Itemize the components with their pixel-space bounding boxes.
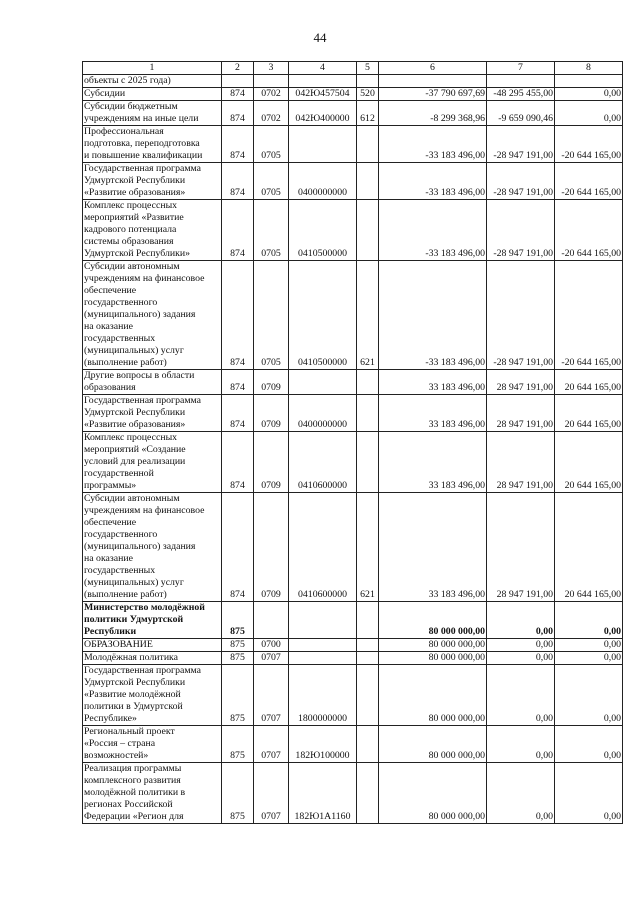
target-article-cell: 182Ю1А1160 bbox=[289, 763, 357, 824]
table-row bbox=[83, 726, 623, 763]
administrator-code-cell: 874 bbox=[222, 88, 254, 101]
expense-type-cell bbox=[357, 652, 379, 665]
expense-type-cell bbox=[357, 639, 379, 652]
row-name-line: Субсидии автономным bbox=[84, 493, 180, 504]
amount-col7-cell: -28 947 191,00 bbox=[487, 200, 555, 261]
administrator-code-cell bbox=[222, 75, 254, 88]
row-name-line: регионах Российской bbox=[84, 799, 173, 810]
row-name-line: Удмуртской Республики bbox=[84, 175, 186, 186]
row-name-line: Другие вопросы в области bbox=[84, 370, 195, 381]
row-name-line: учреждениям на финансовое bbox=[84, 273, 205, 284]
table-row bbox=[83, 126, 623, 163]
amount-col8-cell: 0,00 bbox=[555, 726, 623, 763]
amount-col7-cell: -28 947 191,00 bbox=[487, 163, 555, 200]
table-row bbox=[83, 432, 623, 493]
administrator-code-cell: 875 bbox=[222, 665, 254, 726]
amount-col6-cell: 80 000 000,00 bbox=[379, 665, 487, 726]
expense-type-cell bbox=[357, 763, 379, 824]
expense-type-cell bbox=[357, 432, 379, 493]
row-name-cell bbox=[83, 602, 222, 639]
row-name-line: Удмуртской Республики bbox=[84, 407, 186, 418]
row-name-cell bbox=[83, 101, 222, 126]
administrator-code-cell: 874 bbox=[222, 493, 254, 602]
amount-col6-cell: 33 183 496,00 bbox=[379, 493, 487, 602]
row-name-line: кадрового потенциала bbox=[84, 224, 177, 235]
row-name-line: политики Удмуртской bbox=[84, 614, 184, 625]
table-row bbox=[83, 665, 623, 726]
header-row bbox=[83, 62, 623, 75]
section-code-cell: 0709 bbox=[254, 432, 289, 493]
amount-col6-cell: 80 000 000,00 bbox=[379, 602, 487, 639]
row-name-line: программы» bbox=[84, 480, 137, 491]
expense-type-cell: 520 bbox=[357, 88, 379, 101]
section-code-cell: 0709 bbox=[254, 493, 289, 602]
row-name-line: государственного bbox=[84, 297, 158, 308]
row-name-line: подготовка, переподготовка bbox=[84, 138, 200, 149]
row-name-line: (выполнение работ) bbox=[84, 357, 167, 368]
section-code-cell bbox=[254, 75, 289, 88]
row-name-line: Комплекс процессных bbox=[84, 432, 178, 443]
section-code-cell: 0705 bbox=[254, 126, 289, 163]
target-article-cell bbox=[289, 639, 357, 652]
administrator-code-cell: 874 bbox=[222, 200, 254, 261]
row-name-cell bbox=[83, 75, 222, 88]
amount-col8-cell: 20 644 165,00 bbox=[555, 432, 623, 493]
row-name-line: Государственная программа bbox=[84, 395, 201, 406]
row-name-line: (муниципальных) услуг bbox=[84, 345, 184, 356]
amount-col6-cell: -33 183 496,00 bbox=[379, 261, 487, 370]
row-name-line: Молодёжная политика bbox=[84, 652, 179, 663]
row-name-line: мероприятий «Развитие bbox=[84, 212, 184, 223]
section-code-cell bbox=[254, 602, 289, 639]
row-name-line: системы образования bbox=[84, 236, 174, 247]
amount-col6-cell: -33 183 496,00 bbox=[379, 163, 487, 200]
expense-type-cell bbox=[357, 726, 379, 763]
row-name-cell bbox=[83, 432, 222, 493]
administrator-code-cell: 874 bbox=[222, 101, 254, 126]
row-name-line: Федерации «Регион для bbox=[84, 811, 184, 822]
target-article-cell: 0410600000 bbox=[289, 493, 357, 602]
amount-col7-cell: -28 947 191,00 bbox=[487, 261, 555, 370]
row-name-line: на оказание bbox=[84, 321, 133, 332]
amount-col7-cell bbox=[487, 75, 555, 88]
row-name-line: Республики bbox=[84, 626, 137, 637]
amount-col8-cell: 20 644 165,00 bbox=[555, 493, 623, 602]
row-name-cell bbox=[83, 639, 222, 652]
amount-col6-cell: 33 183 496,00 bbox=[379, 432, 487, 493]
amount-col8-cell: -20 644 165,00 bbox=[555, 261, 623, 370]
row-name-cell bbox=[83, 726, 222, 763]
row-name-line: (муниципальных) услуг bbox=[84, 577, 184, 588]
amount-col8-cell: 0,00 bbox=[555, 763, 623, 824]
expense-type-cell: 612 bbox=[357, 101, 379, 126]
row-name-line: Региональный проект bbox=[84, 726, 175, 737]
row-name-line: Удмуртской Республики» bbox=[84, 248, 191, 259]
target-article-cell bbox=[289, 126, 357, 163]
row-name-line: Реализация программы bbox=[84, 763, 182, 774]
section-code-cell: 0707 bbox=[254, 726, 289, 763]
expense-type-cell bbox=[357, 665, 379, 726]
row-name-cell bbox=[83, 163, 222, 200]
section-code-cell: 0702 bbox=[254, 101, 289, 126]
amount-col6-cell: 80 000 000,00 bbox=[379, 726, 487, 763]
target-article-cell: 1800000000 bbox=[289, 665, 357, 726]
row-name-cell bbox=[83, 88, 222, 101]
expense-type-cell: 621 bbox=[357, 261, 379, 370]
row-name-cell bbox=[83, 493, 222, 602]
row-name-line: политики в Удмуртской bbox=[84, 701, 183, 712]
column-header-7: 7 bbox=[487, 62, 555, 75]
amount-col8-cell: 20 644 165,00 bbox=[555, 370, 623, 395]
amount-col7-cell: -28 947 191,00 bbox=[487, 126, 555, 163]
row-name-cell bbox=[83, 395, 222, 432]
amount-col7-cell: 28 947 191,00 bbox=[487, 370, 555, 395]
row-name-line: и повышение квалификации bbox=[84, 150, 203, 161]
target-article-cell: 0400000000 bbox=[289, 395, 357, 432]
row-name-line: государственного bbox=[84, 529, 158, 540]
target-article-cell: 0410500000 bbox=[289, 261, 357, 370]
row-name-line: «Россия – страна bbox=[84, 738, 156, 749]
row-name-line: Республике» bbox=[84, 713, 137, 724]
amount-col6-cell: 80 000 000,00 bbox=[379, 652, 487, 665]
amount-col8-cell: -20 644 165,00 bbox=[555, 126, 623, 163]
table-row bbox=[83, 101, 623, 126]
row-name-line: на оказание bbox=[84, 553, 133, 564]
row-name-line: объекты с 2025 года) bbox=[84, 75, 171, 86]
expense-type-cell bbox=[357, 126, 379, 163]
row-name-line: Комплекс процессных bbox=[84, 200, 178, 211]
administrator-code-cell: 875 bbox=[222, 602, 254, 639]
amount-col7-cell: 0,00 bbox=[487, 639, 555, 652]
row-name-cell bbox=[83, 665, 222, 726]
target-article-cell bbox=[289, 75, 357, 88]
amount-col8-cell: 0,00 bbox=[555, 602, 623, 639]
administrator-code-cell: 874 bbox=[222, 395, 254, 432]
administrator-code-cell: 874 bbox=[222, 370, 254, 395]
expense-type-cell bbox=[357, 602, 379, 639]
administrator-code-cell: 874 bbox=[222, 163, 254, 200]
table-row bbox=[83, 602, 623, 639]
administrator-code-cell: 875 bbox=[222, 639, 254, 652]
amount-col7-cell: 0,00 bbox=[487, 665, 555, 726]
table-row bbox=[83, 200, 623, 261]
table-row bbox=[83, 493, 623, 602]
row-name-line: государственных bbox=[84, 333, 156, 344]
amount-col6-cell: -33 183 496,00 bbox=[379, 200, 487, 261]
administrator-code-cell: 875 bbox=[222, 726, 254, 763]
section-code-cell: 0705 bbox=[254, 200, 289, 261]
row-name-line: Министерство молодёжной bbox=[84, 602, 205, 613]
row-name-line: государственной bbox=[84, 468, 154, 479]
table-body bbox=[83, 75, 623, 824]
table-row bbox=[83, 652, 623, 665]
table-row bbox=[83, 395, 623, 432]
table-row bbox=[83, 639, 623, 652]
amount-col8-cell: 20 644 165,00 bbox=[555, 395, 623, 432]
column-header-4: 4 bbox=[289, 62, 357, 75]
page-number: 44 bbox=[313, 30, 327, 45]
row-name-line: обеспечение bbox=[84, 517, 137, 528]
row-name-line: ОБРАЗОВАНИЕ bbox=[84, 639, 153, 650]
table-row bbox=[83, 261, 623, 370]
row-name-line: возможностей» bbox=[84, 750, 149, 761]
expense-type-cell bbox=[357, 370, 379, 395]
row-name-line: «Развитие образования» bbox=[84, 419, 186, 430]
amount-col7-cell: -9 659 090,46 bbox=[487, 101, 555, 126]
row-name-line: «Развитие образования» bbox=[84, 187, 186, 198]
row-name-cell bbox=[83, 763, 222, 824]
row-name-line: комплексного развития bbox=[84, 775, 181, 786]
amount-col6-cell: 80 000 000,00 bbox=[379, 639, 487, 652]
target-article-cell: 042Ю457504 bbox=[289, 88, 357, 101]
section-code-cell: 0700 bbox=[254, 639, 289, 652]
column-header-8: 8 bbox=[555, 62, 623, 75]
target-article-cell bbox=[289, 602, 357, 639]
row-name-cell bbox=[83, 126, 222, 163]
amount-col7-cell: 0,00 bbox=[487, 763, 555, 824]
row-name-line: учреждениям на иные цели bbox=[84, 113, 199, 124]
target-article-cell: 042Ю400000 bbox=[289, 101, 357, 126]
row-name-cell bbox=[83, 261, 222, 370]
amount-col7-cell: 0,00 bbox=[487, 726, 555, 763]
amount-col6-cell: -37 790 697,69 bbox=[379, 88, 487, 101]
expense-type-cell bbox=[357, 200, 379, 261]
row-name-line: Государственная программа bbox=[84, 163, 201, 174]
target-article-cell: 0410500000 bbox=[289, 200, 357, 261]
administrator-code-cell: 874 bbox=[222, 261, 254, 370]
row-name-line: обеспечение bbox=[84, 285, 137, 296]
expense-type-cell bbox=[357, 395, 379, 432]
row-name-cell bbox=[83, 370, 222, 395]
amount-col7-cell: -48 295 455,00 bbox=[487, 88, 555, 101]
amount-col7-cell: 28 947 191,00 bbox=[487, 432, 555, 493]
row-name-line: Субсидии bbox=[84, 88, 126, 99]
administrator-code-cell: 875 bbox=[222, 763, 254, 824]
amount-col8-cell bbox=[555, 75, 623, 88]
amount-col6-cell: -8 299 368,96 bbox=[379, 101, 487, 126]
row-name-line: «Развитие молодёжной bbox=[84, 689, 181, 700]
row-name-cell bbox=[83, 652, 222, 665]
row-name-line: учреждениям на финансовое bbox=[84, 505, 205, 516]
section-code-cell: 0709 bbox=[254, 370, 289, 395]
target-article-cell: 0410600000 bbox=[289, 432, 357, 493]
section-code-cell: 0707 bbox=[254, 763, 289, 824]
section-code-cell: 0707 bbox=[254, 652, 289, 665]
section-code-cell: 0709 bbox=[254, 395, 289, 432]
administrator-code-cell: 874 bbox=[222, 126, 254, 163]
row-name-line: Удмуртской Республики bbox=[84, 677, 186, 688]
row-name-line: образования bbox=[84, 382, 136, 393]
row-name-line: Профессиональная bbox=[84, 126, 164, 137]
amount-col6-cell bbox=[379, 75, 487, 88]
amount-col7-cell: 0,00 bbox=[487, 652, 555, 665]
column-header-6: 6 bbox=[379, 62, 487, 75]
amount-col6-cell: 33 183 496,00 bbox=[379, 370, 487, 395]
amount-col6-cell: 33 183 496,00 bbox=[379, 395, 487, 432]
row-name-line: молодёжной политики в bbox=[84, 787, 186, 798]
target-article-cell: 182Ю100000 bbox=[289, 726, 357, 763]
section-code-cell: 0705 bbox=[254, 261, 289, 370]
target-article-cell bbox=[289, 652, 357, 665]
row-name-line: (муниципального) задания bbox=[84, 541, 196, 552]
expense-type-cell: 621 bbox=[357, 493, 379, 602]
amount-col8-cell: -20 644 165,00 bbox=[555, 163, 623, 200]
column-header-5: 5 bbox=[357, 62, 379, 75]
row-name-line: (муниципального) задания bbox=[84, 309, 196, 320]
administrator-code-cell: 874 bbox=[222, 432, 254, 493]
row-name-line: государственных bbox=[84, 565, 156, 576]
row-name-line: (выполнение работ) bbox=[84, 589, 167, 600]
amount-col8-cell: 0,00 bbox=[555, 639, 623, 652]
row-name-line: Субсидии автономным bbox=[84, 261, 180, 272]
amount-col6-cell: -33 183 496,00 bbox=[379, 126, 487, 163]
column-header-3: 3 bbox=[254, 62, 289, 75]
table-row bbox=[83, 163, 623, 200]
column-header-2: 2 bbox=[222, 62, 254, 75]
row-name-line: условий для реализации bbox=[84, 456, 186, 467]
table-row bbox=[83, 370, 623, 395]
table-row bbox=[83, 75, 623, 88]
row-name-cell bbox=[83, 200, 222, 261]
amount-col8-cell: 0,00 bbox=[555, 652, 623, 665]
target-article-cell: 0400000000 bbox=[289, 163, 357, 200]
amount-col7-cell: 28 947 191,00 bbox=[487, 493, 555, 602]
table-row bbox=[83, 763, 623, 824]
section-code-cell: 0705 bbox=[254, 163, 289, 200]
section-code-cell: 0707 bbox=[254, 665, 289, 726]
table-row bbox=[83, 88, 623, 101]
section-code-cell: 0702 bbox=[254, 88, 289, 101]
budget-table bbox=[82, 61, 623, 824]
amount-col7-cell: 28 947 191,00 bbox=[487, 395, 555, 432]
expense-type-cell bbox=[357, 163, 379, 200]
amount-col8-cell: -20 644 165,00 bbox=[555, 200, 623, 261]
target-article-cell bbox=[289, 370, 357, 395]
column-header-1: 1 bbox=[83, 62, 222, 75]
administrator-code-cell: 875 bbox=[222, 652, 254, 665]
amount-col8-cell: 0,00 bbox=[555, 88, 623, 101]
row-name-line: Государственная программа bbox=[84, 665, 201, 676]
amount-col8-cell: 0,00 bbox=[555, 101, 623, 126]
amount-col6-cell: 80 000 000,00 bbox=[379, 763, 487, 824]
row-name-line: Субсидии бюджетным bbox=[84, 101, 178, 112]
row-name-line: мероприятий «Создание bbox=[84, 444, 186, 455]
amount-col7-cell: 0,00 bbox=[487, 602, 555, 639]
amount-col8-cell: 0,00 bbox=[555, 665, 623, 726]
expense-type-cell bbox=[357, 75, 379, 88]
